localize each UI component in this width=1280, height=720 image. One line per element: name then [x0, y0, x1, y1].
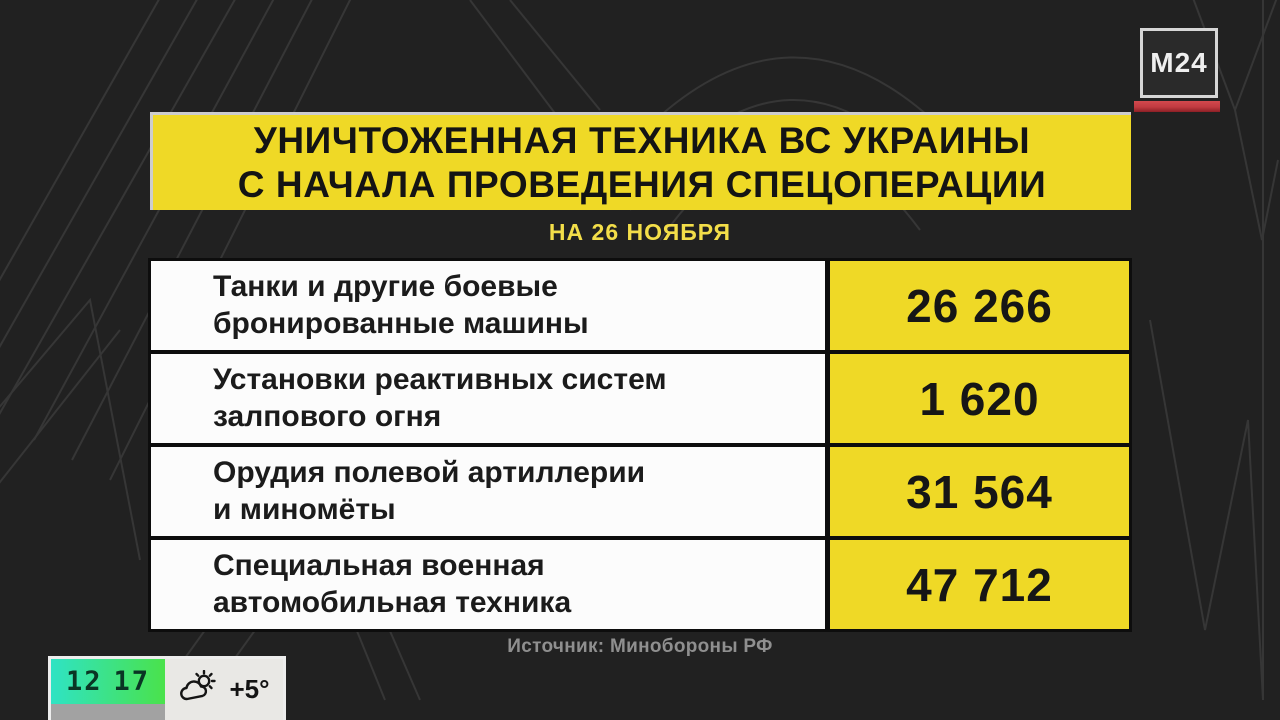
table-row [151, 447, 1129, 536]
row-value: 26 266 [830, 261, 1129, 350]
temperature-value: +5° [229, 674, 270, 704]
row-label [151, 447, 825, 536]
row-label-line-1: Орудия полевой артиллерии [213, 455, 646, 489]
table-row [151, 354, 1129, 443]
clock-minutes: 17 [113, 666, 151, 697]
row-label [151, 540, 825, 629]
sun-behind-cloud-icon [178, 670, 220, 709]
channel-logo-text: M24 [1150, 47, 1208, 78]
row-label [151, 354, 825, 443]
row-label-line-1: Установки реактивных систем [213, 362, 667, 396]
headline-banner [150, 112, 1131, 210]
clock-hours: 12 [65, 666, 103, 697]
row-value: 47 712 [830, 540, 1129, 629]
date-label: НА 26 НОЯБРЯ [548, 219, 732, 245]
weather-panel [165, 659, 283, 720]
clock-panel [51, 659, 165, 720]
source-attribution: Источник: Минобороны РФ [507, 636, 773, 657]
table-row [151, 261, 1129, 350]
table-row [151, 540, 1129, 629]
headline-line-2: С НАЧАЛА ПРОВЕДЕНИЯ СПЕЦОПЕРАЦИИ [237, 163, 1047, 205]
statistics-table [148, 258, 1132, 632]
clock-panel-lower-strip [51, 704, 165, 720]
row-label-line-2: и миномёты [213, 492, 396, 526]
row-value: 31 564 [830, 447, 1129, 536]
row-label-line-2: залпового огня [213, 399, 442, 433]
row-value: 1 620 [830, 354, 1129, 443]
row-label-line-1: Танки и другие боевые [213, 269, 558, 303]
row-label-line-1: Специальная военная [213, 548, 545, 582]
headline-line-1: УНИЧТОЖЕННАЯ ТЕХНИКА ВС УКРАИНЫ [253, 119, 1031, 161]
row-label-line-2: бронированные машины [213, 306, 589, 340]
row-label [151, 261, 825, 350]
digital-clock [51, 659, 165, 704]
channel-logo-red-bar [1134, 101, 1220, 112]
channel-logo [1140, 28, 1218, 98]
clock-weather-widget [48, 656, 286, 720]
row-label-line-2: автомобильная техника [213, 585, 572, 619]
